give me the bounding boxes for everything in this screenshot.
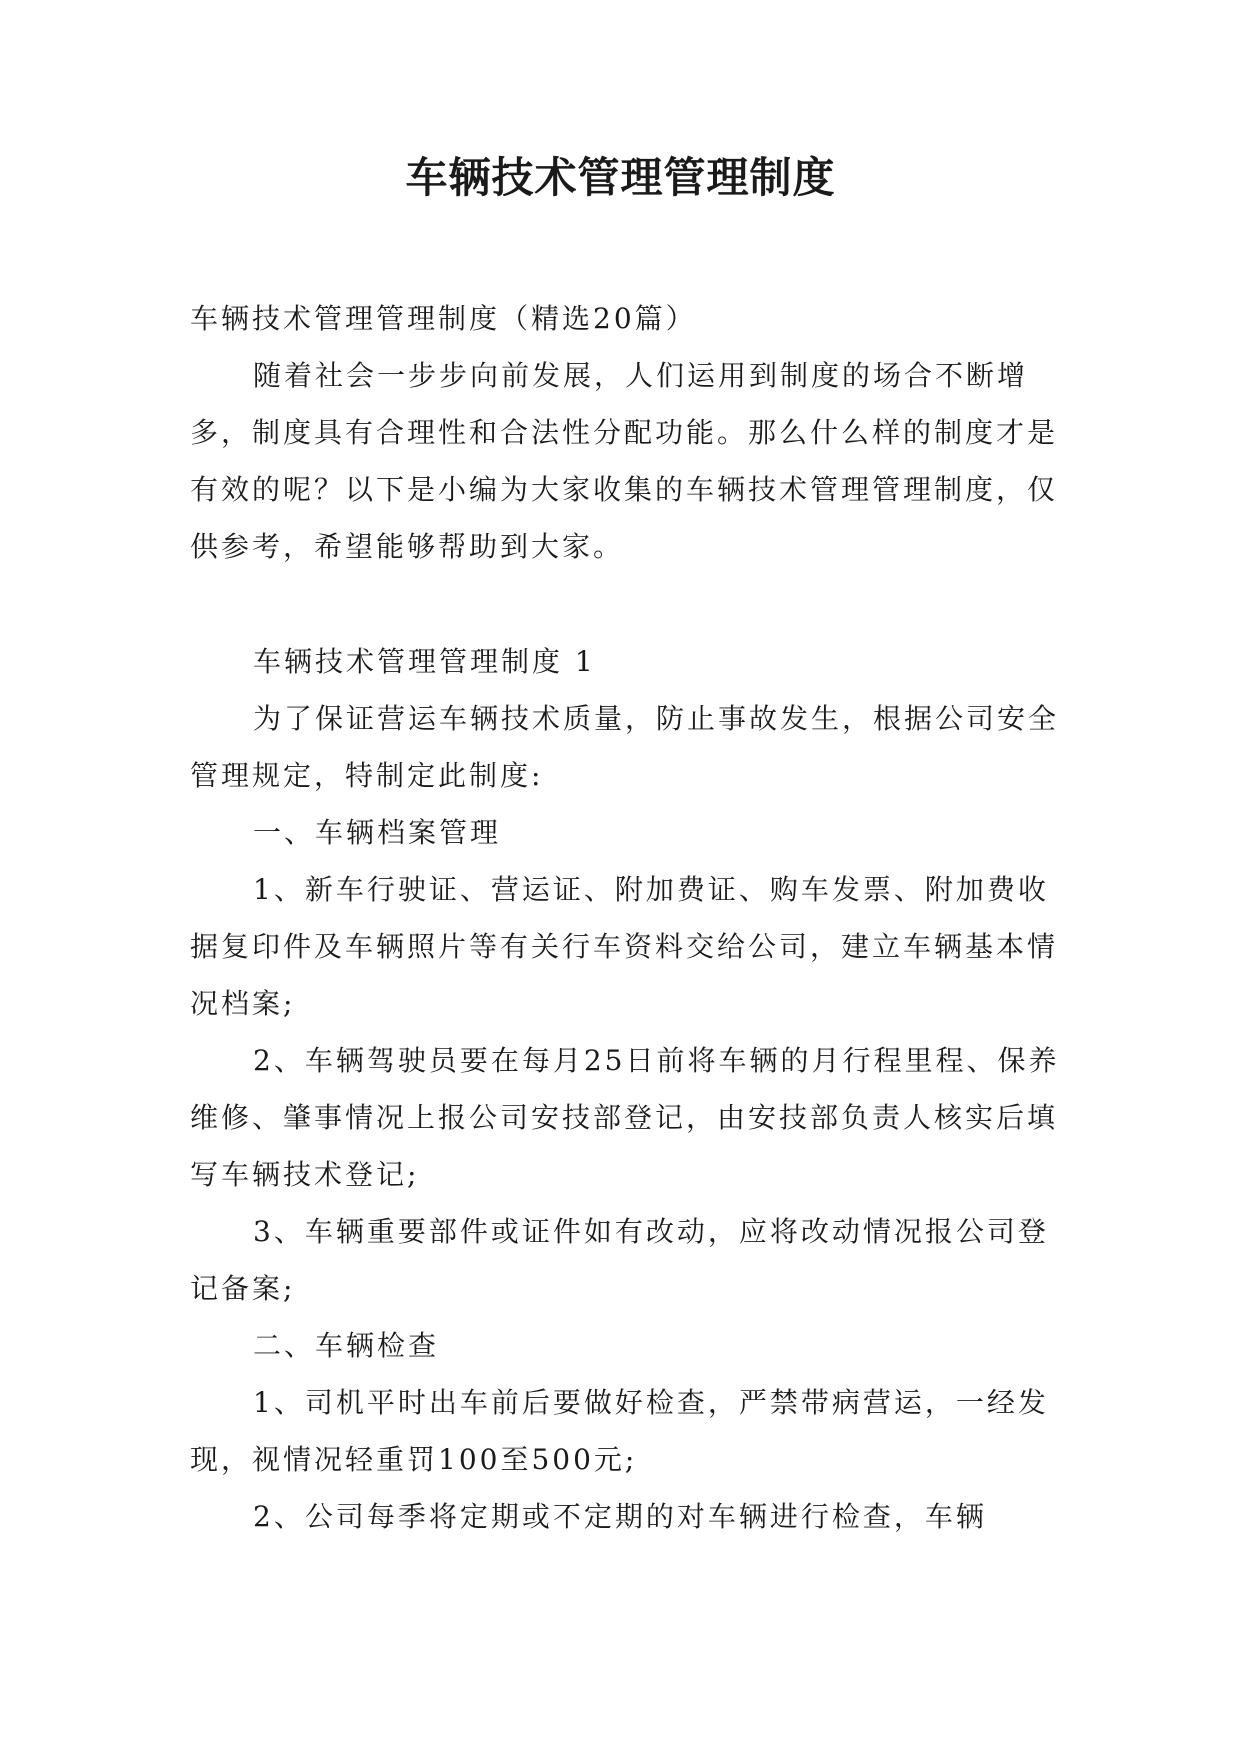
document-body [190, 290, 1062, 1545]
body-paragraph: 2、公司每季将定期或不定期的对车辆进行检查，车辆 [253, 1500, 987, 1533]
body-paragraph: 二、车辆检查 [253, 1329, 440, 1362]
intro-paragraph: 随着社会一步步向前发展，人们运用到制度的场合不断增多，制度具有合理性和合法性分配功能。那么什么样的制度才是有效的呢？以下是小编为大家收集的车辆技术管理管理制度，仅供参考，希望能够帮助到大家。 [190, 359, 1059, 563]
document-title: 车辆技术管理管理制度 [405, 153, 836, 202]
body-paragraph: 为了保证营运车辆技术质量，防止事故发生，根据公司安全管理规定，特制定此制度: [190, 702, 1060, 792]
body-paragraph: 一、车辆档案管理 [253, 816, 502, 849]
body-paragraph: 2、车辆驾驶员要在每月25日前将车辆的月行程里程、保养维修、肇事情况上报公司安技部登记，由安技部负责人核实后填写车辆技术登记; [190, 1044, 1060, 1191]
section-heading: 车辆技术管理管理制度 1 [253, 645, 596, 678]
body-paragraph: 3、车辆重要部件或证件如有改动，应将改动情况报公司登记备案; [190, 1215, 1049, 1305]
body-paragraph: 1、司机平时出车前后要做好检查，严禁带病营运，一经发现，视情况轻重罚100至500元; [190, 1386, 1049, 1476]
document-subtitle: 车辆技术管理管理制度（精选20篇） [190, 302, 697, 335]
paragraph-gap [190, 575, 1062, 633]
body-paragraph: 1、新车行驶证、营运证、附加费证、购车发票、附加费收据复印件及车辆照片等有关行车资料交给公司，建立车辆基本情况档案; [190, 873, 1059, 1020]
